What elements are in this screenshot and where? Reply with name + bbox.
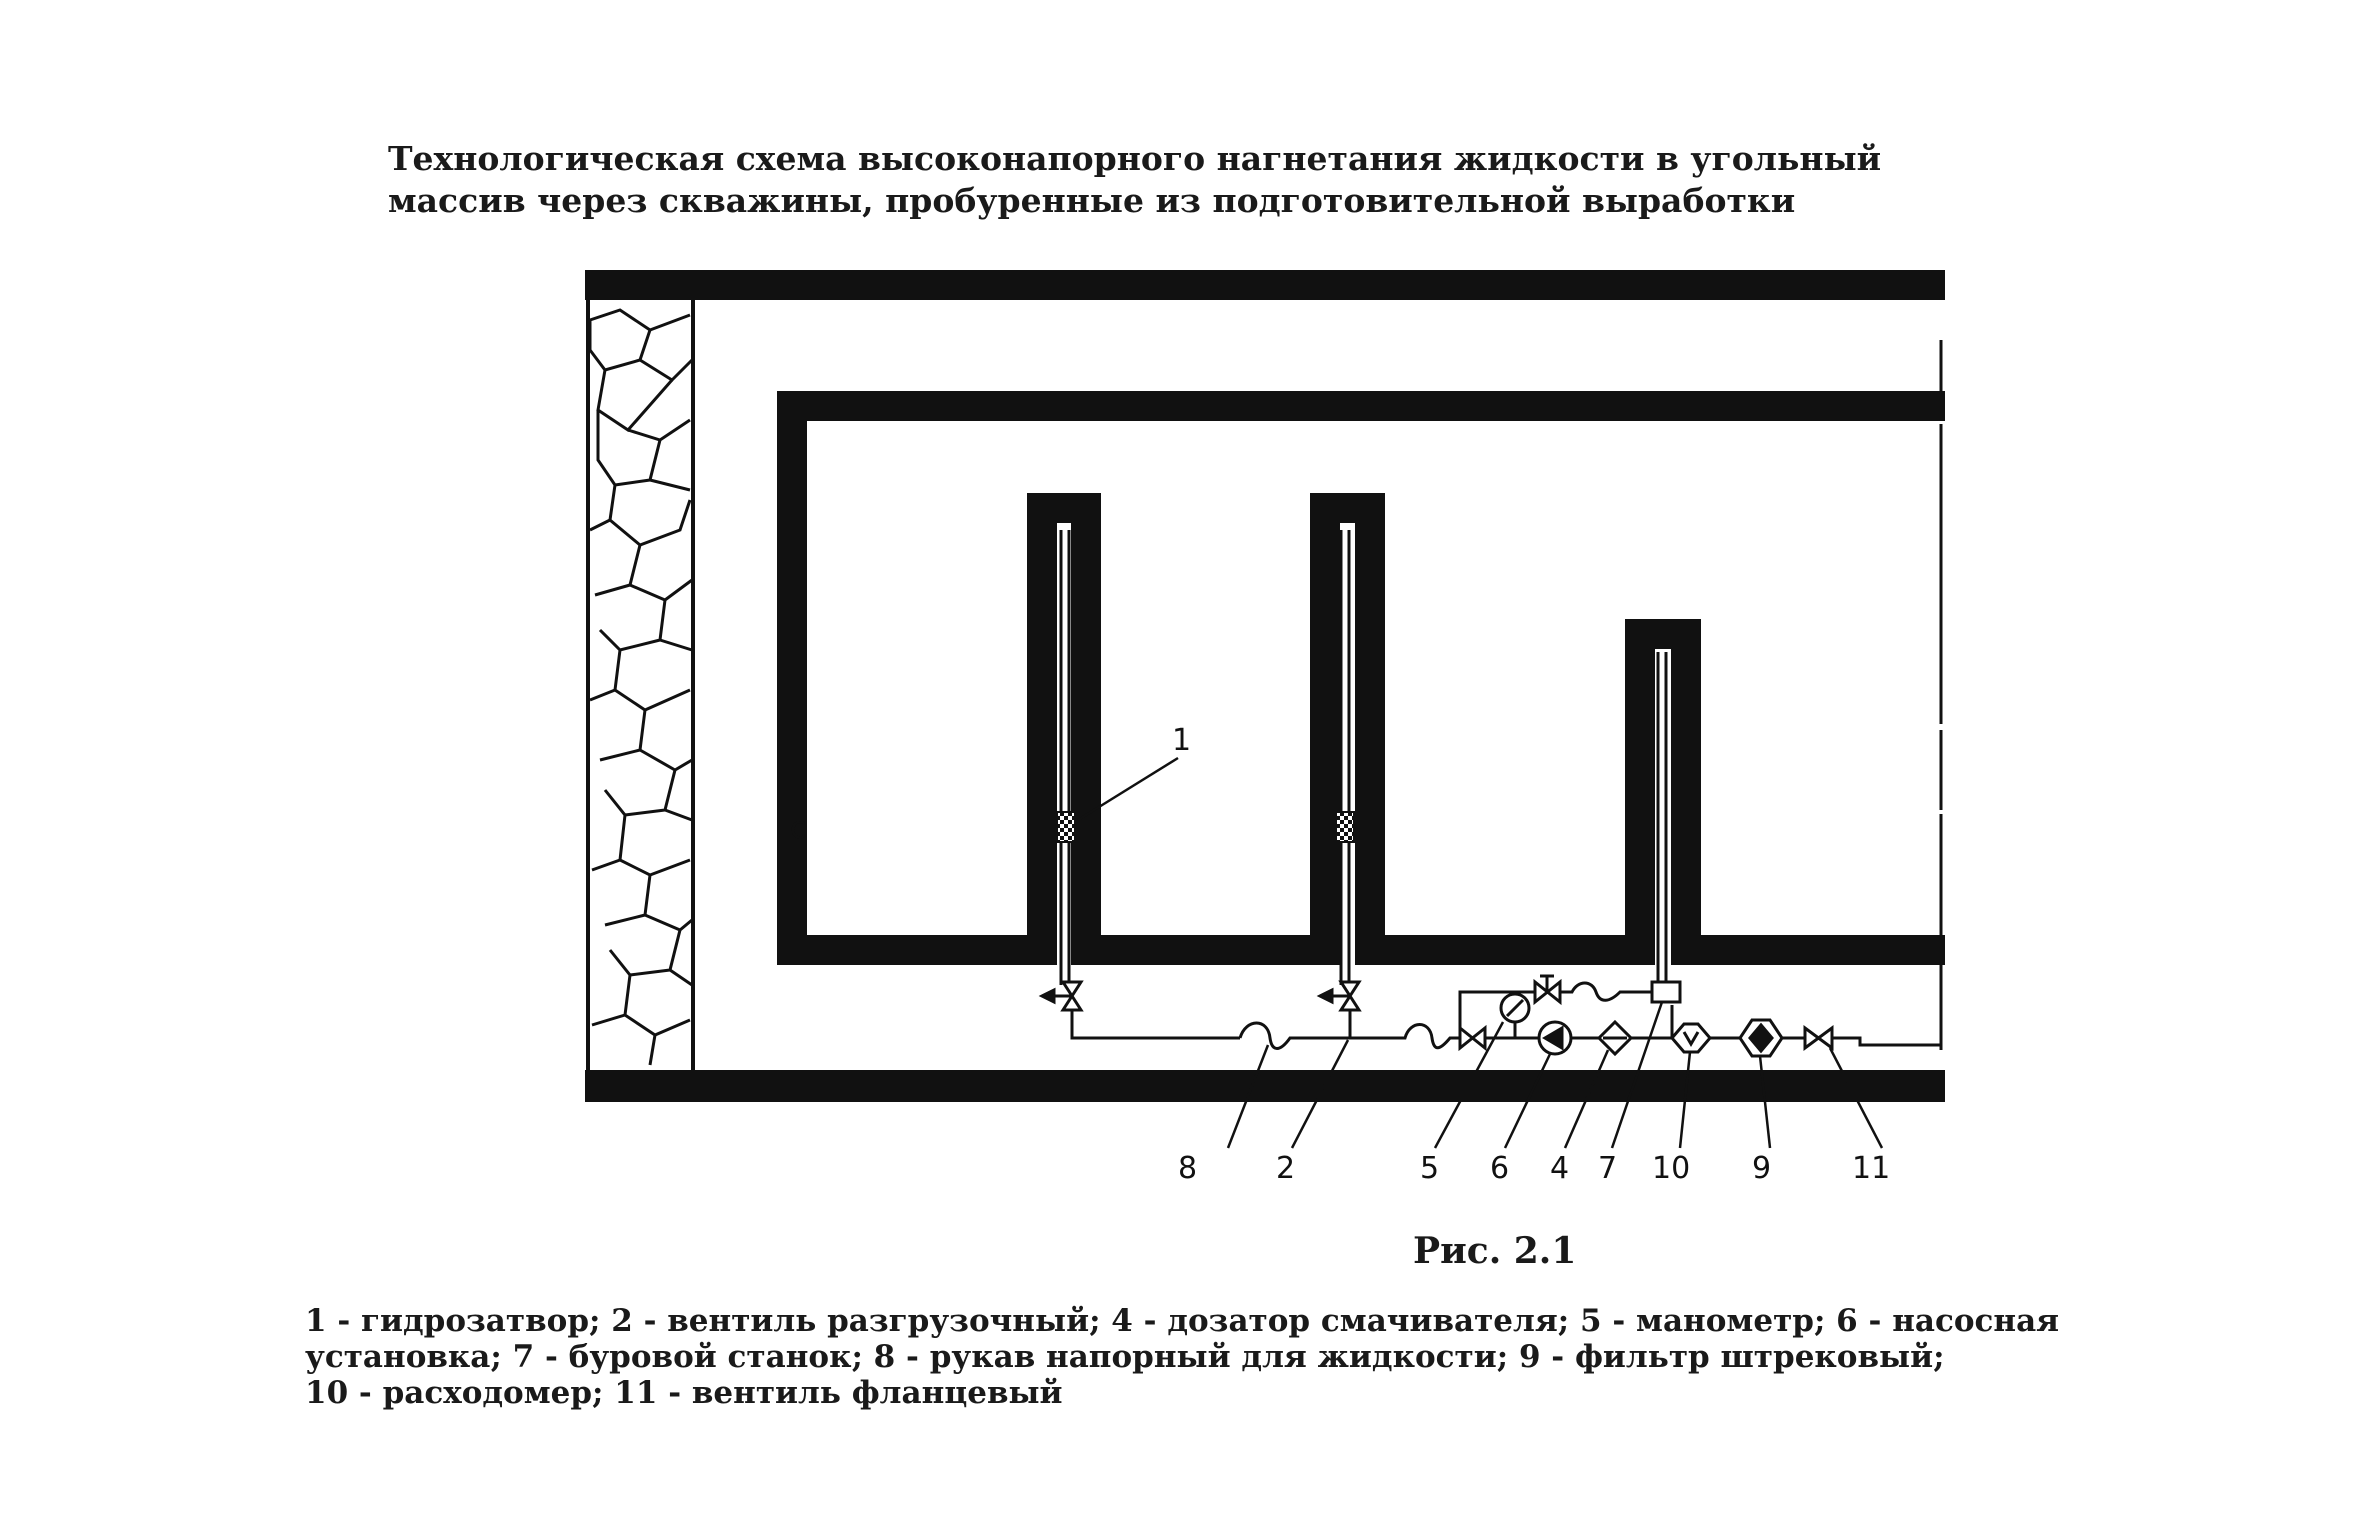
label-4: 4 — [1550, 1151, 1570, 1186]
title-line-1: Технологическая схема высоконапорного нагнетания жидкости в угольный — [388, 139, 1882, 178]
label-8: 8 — [1178, 1151, 1198, 1186]
pump-unit — [1539, 1022, 1571, 1054]
side-mark: c — [790, 811, 807, 846]
legend — [305, 1303, 2325, 1411]
figure-caption: Рис. 2.1 — [1413, 1230, 1577, 1272]
legend-line-2: установка; 7 - буровой станок; 8 - рукав напорный для жидкости; 9 - фильтр штрековый; — [305, 1339, 1945, 1375]
release-valve-2 — [1320, 982, 1359, 1010]
rock-mass — [585, 300, 695, 1070]
label-7: 7 — [1598, 1151, 1618, 1186]
release-valve-1 — [1042, 982, 1081, 1010]
label-2: 2 — [1276, 1151, 1296, 1186]
flange-valve — [1805, 1028, 1832, 1048]
label-1: 1 — [1172, 723, 1192, 758]
drilling-rig — [1652, 982, 1680, 1002]
flow-meter — [1672, 1024, 1710, 1052]
label-10: 10 — [1652, 1151, 1691, 1186]
label-9: 9 — [1752, 1151, 1772, 1186]
chamber-outline — [792, 406, 1945, 950]
manometer — [1501, 994, 1529, 1038]
hydroseal-1 — [1057, 812, 1075, 842]
bypass-valve — [1535, 976, 1560, 1002]
wetting-dispenser — [1599, 1022, 1631, 1054]
main-valve — [1460, 1028, 1485, 1048]
legend-line-1: 1 - гидрозатвор; 2 - вентиль разгрузочный; 4 - дозатор смачивателя; 5 - манометр; 6 - насосная — [305, 1303, 2060, 1339]
legend-line-3: 10 - расходомер; 11 - вентиль фланцевый — [305, 1375, 1063, 1411]
title-line-2: массив через скважины, пробуренные из подготовительной выработки — [388, 181, 1796, 220]
label-5: 5 — [1420, 1151, 1440, 1186]
drift-filter — [1740, 1020, 1782, 1056]
label-11: 11 — [1852, 1151, 1891, 1186]
hydroseal-2 — [1336, 812, 1354, 842]
label-6: 6 — [1490, 1151, 1510, 1186]
